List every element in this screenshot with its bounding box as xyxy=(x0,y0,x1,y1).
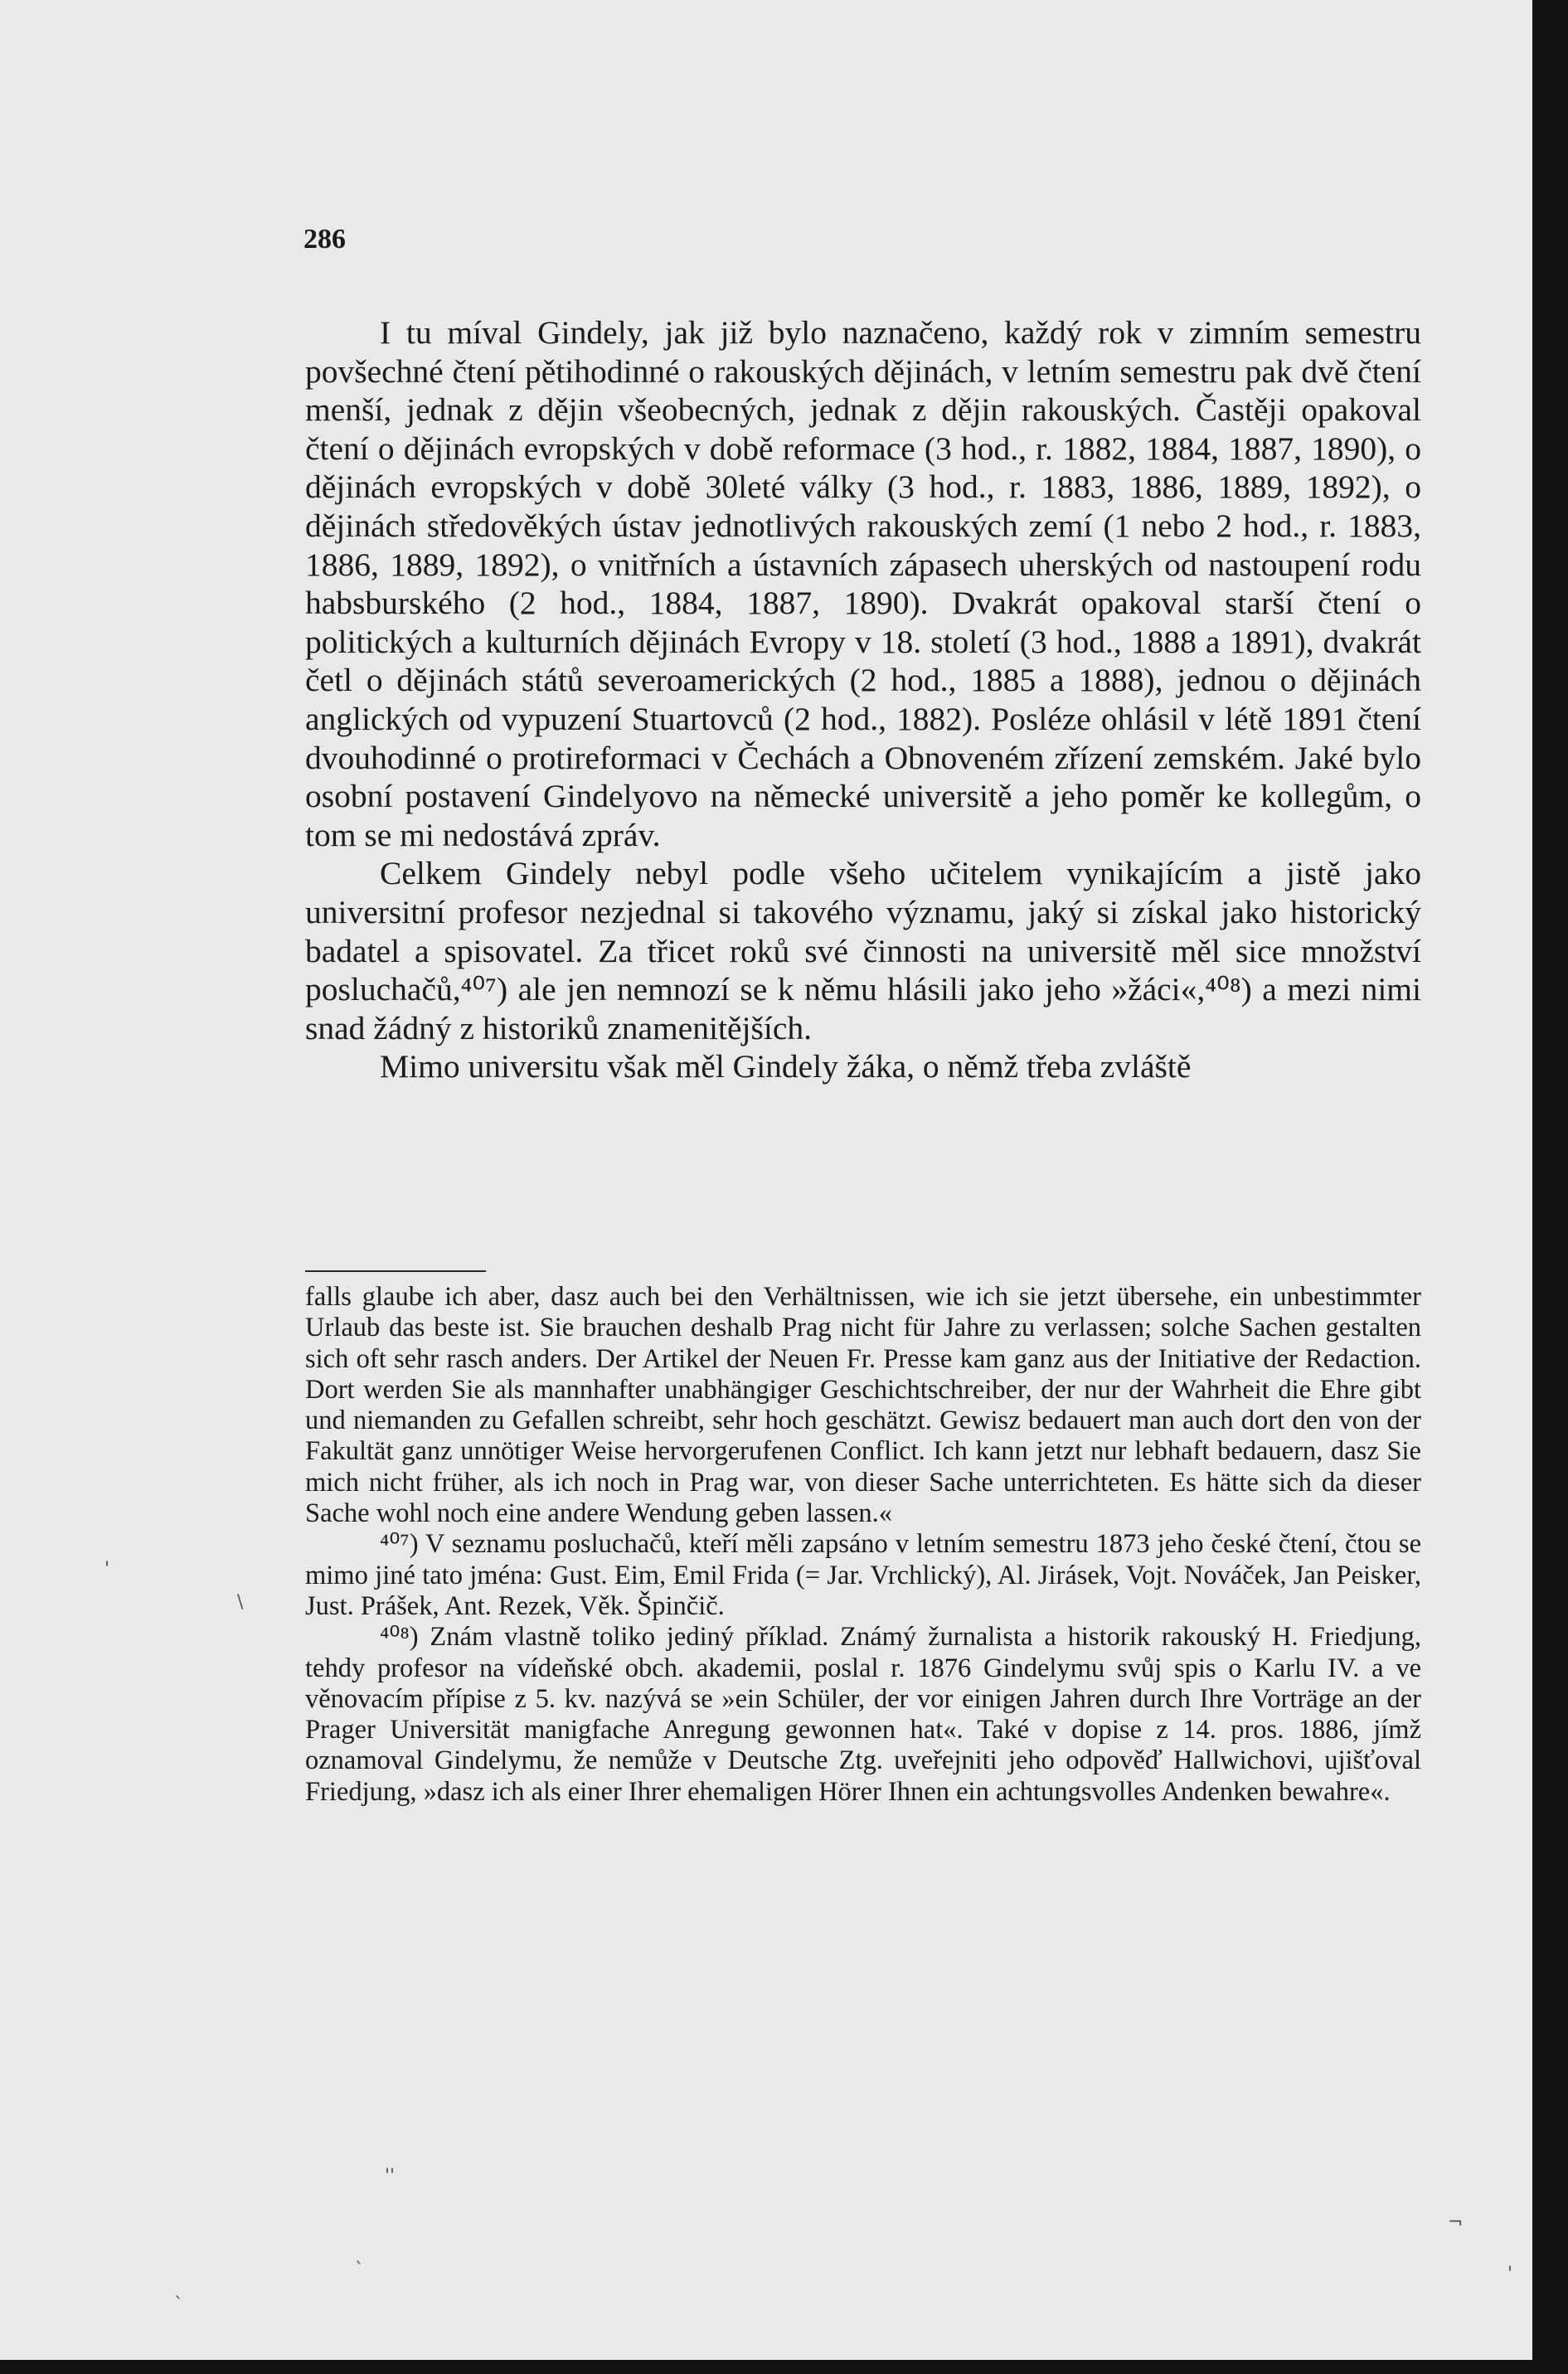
paragraph-student-outside: Mimo universitu však měl Gindely žáka, o němž třeba zvláště xyxy=(380,1048,1192,1085)
paragraph-lectures: I tu míval Gindely, jak již bylo naznačeno, každý rok v zimním semestru povšechné čtení pětihodinné o rakouských dějinách, v letním semestru pak dvě čtení menší, jednak z dějin všeobecných, jednak z dějin rakouských. Častěji opakoval čtení o dějinách evropských v době reformace (3 hod., r. 1882, 1884, 1887, 1890), o dějinách evropských v době 30leté války (3 hod., r. 1883, 1886, 1889, 1892), o dějinách středověkých ústav jednotlivých rakouských zemí (1 nebo 2 hod., r. 1883, 1886, 1889, 1892), o vnitřních a ústavních zápasech uherských od nastoupení rodu habsburského (2 hod., 1884, 1887, 1890). Dvakrát opakoval starší čtení o politických a kulturních dějinách Evropy v 18. století (3 hod., 1888 a 1891), dvakrát četl o dějinách států severoamerických (2 hod., 1885 a 1888), jednou o dějinách anglických od vypuzení Stuartovců (2 hod., 1882). Posléze ohlásil v létě 1891 čtení dvouhodinné o protireformaci v Čechách a Obnoveném zřízení zemském. Jaké bylo osobní postavení Gindelyovo na německé universitě a jeho poměr ke kollegům, o tom se mi nedostává zpráv. xyxy=(305,314,1421,853)
footnote-separator xyxy=(305,1270,486,1272)
footnotes xyxy=(305,1282,1421,1808)
footnote-continuation: falls glaube ich aber, dasz auch bei den Verhältnissen, wie ich sie jetzt übersehe, ein unbestimmter Urlaub das beste ist. Sie brauchen deshalb Prag nicht für Jahre zu verlassen; solche Sachen gestalten sich oft sehr rasch anders. Der Artikel der Neuen Fr. Presse kam ganz aus der Initiative der Redaction. Dort werden Sie als mannhafter unabhängiger Geschichtschreiber, der nur der Wahrheit die Ehre gibt und niemanden zu Gefallen schreibt, sehr hoch geschätzt. Gewisz bedauert man auch dort den von der Fakultät ganz unnötiger Weise hervorgerufenen Conflict. Ich kann jetzt nur lebhaft bedauern, dasz Sie mich nicht früher, als ich noch in Prag war, von dieser Sache unterrichteten. Es hätte sich da dieser Sache wohl noch eine andere Wendung geben lassen.« xyxy=(305,1282,1421,1529)
scan-speck: '' xyxy=(385,2166,396,2187)
scan-speck: ˎ xyxy=(174,2279,183,2299)
footnote-408: ⁴⁰⁸) Znám vlastně toliko jediný příklad. Známý žurnalista a historik rakouský H. Friedjung, tehdy profesor na vídeňské obch. akademii, poslal r. 1876 Gindelymu svůj spis o Karlu IV. a ve věnovacím přípise z 5. kv. nazývá se »ein Schüler, der vor einigen Jahren durch Ihre Vorträge an der Prager Universität manigfache Anregung gewonnen hat«. Také v dopise z 14. pros. 1886, jímž oznamoval Gindelymu, že nemůže v Deutsche Ztg. uveřejniti jeho odpověď Hallwichovi, ujišťoval Friedjung, »dasz ich als einer Ihrer ehemaligen Hörer Ihnen ein achtungsvolles Andenken bewahre«. xyxy=(305,1622,1421,1807)
scan-speck: ¬ xyxy=(1448,2212,1464,2233)
page-number: 286 xyxy=(303,224,346,255)
scan-border-bottom xyxy=(0,2360,1568,2374)
scan-speck: ˎ xyxy=(355,2244,364,2265)
scan-border-right xyxy=(1532,0,1568,2374)
scan-speck: ' xyxy=(104,1559,110,1580)
main-body-text xyxy=(305,313,1421,1086)
scan-speck: ' xyxy=(1507,2264,1513,2284)
footnote-407: ⁴⁰⁷) V seznamu posluchačů, kteří měli zapsáno v letním semestru 1873 jeho české čtení, čtou se mimo jiné tato jména: Gust. Eim, Emil Frida (= Jar. Vrchlický), Al. Jirásek, Vojt. Nováček, Jan Peisker, Just. Prášek, Ant. Rezek, Věk. Špinčič. xyxy=(305,1529,1421,1621)
paragraph-teaching-assessment: Celkem Gindely nebyl podle všeho učitelem vynikajícím a jistě jako universitní profesor nezjednal si takového významu, jaký si získal jako historický badatel a spisovatel. Za třicet roků své činnosti na universitě měl sice množství posluchačů,⁴⁰⁷) ale jen nemnozí se k němu hlásili jako jeho »žáci«,⁴⁰⁸) a mezi nimi snad žádný z historiků znamenitějších. xyxy=(305,855,1421,1046)
scan-speck: \ xyxy=(237,1592,244,1613)
